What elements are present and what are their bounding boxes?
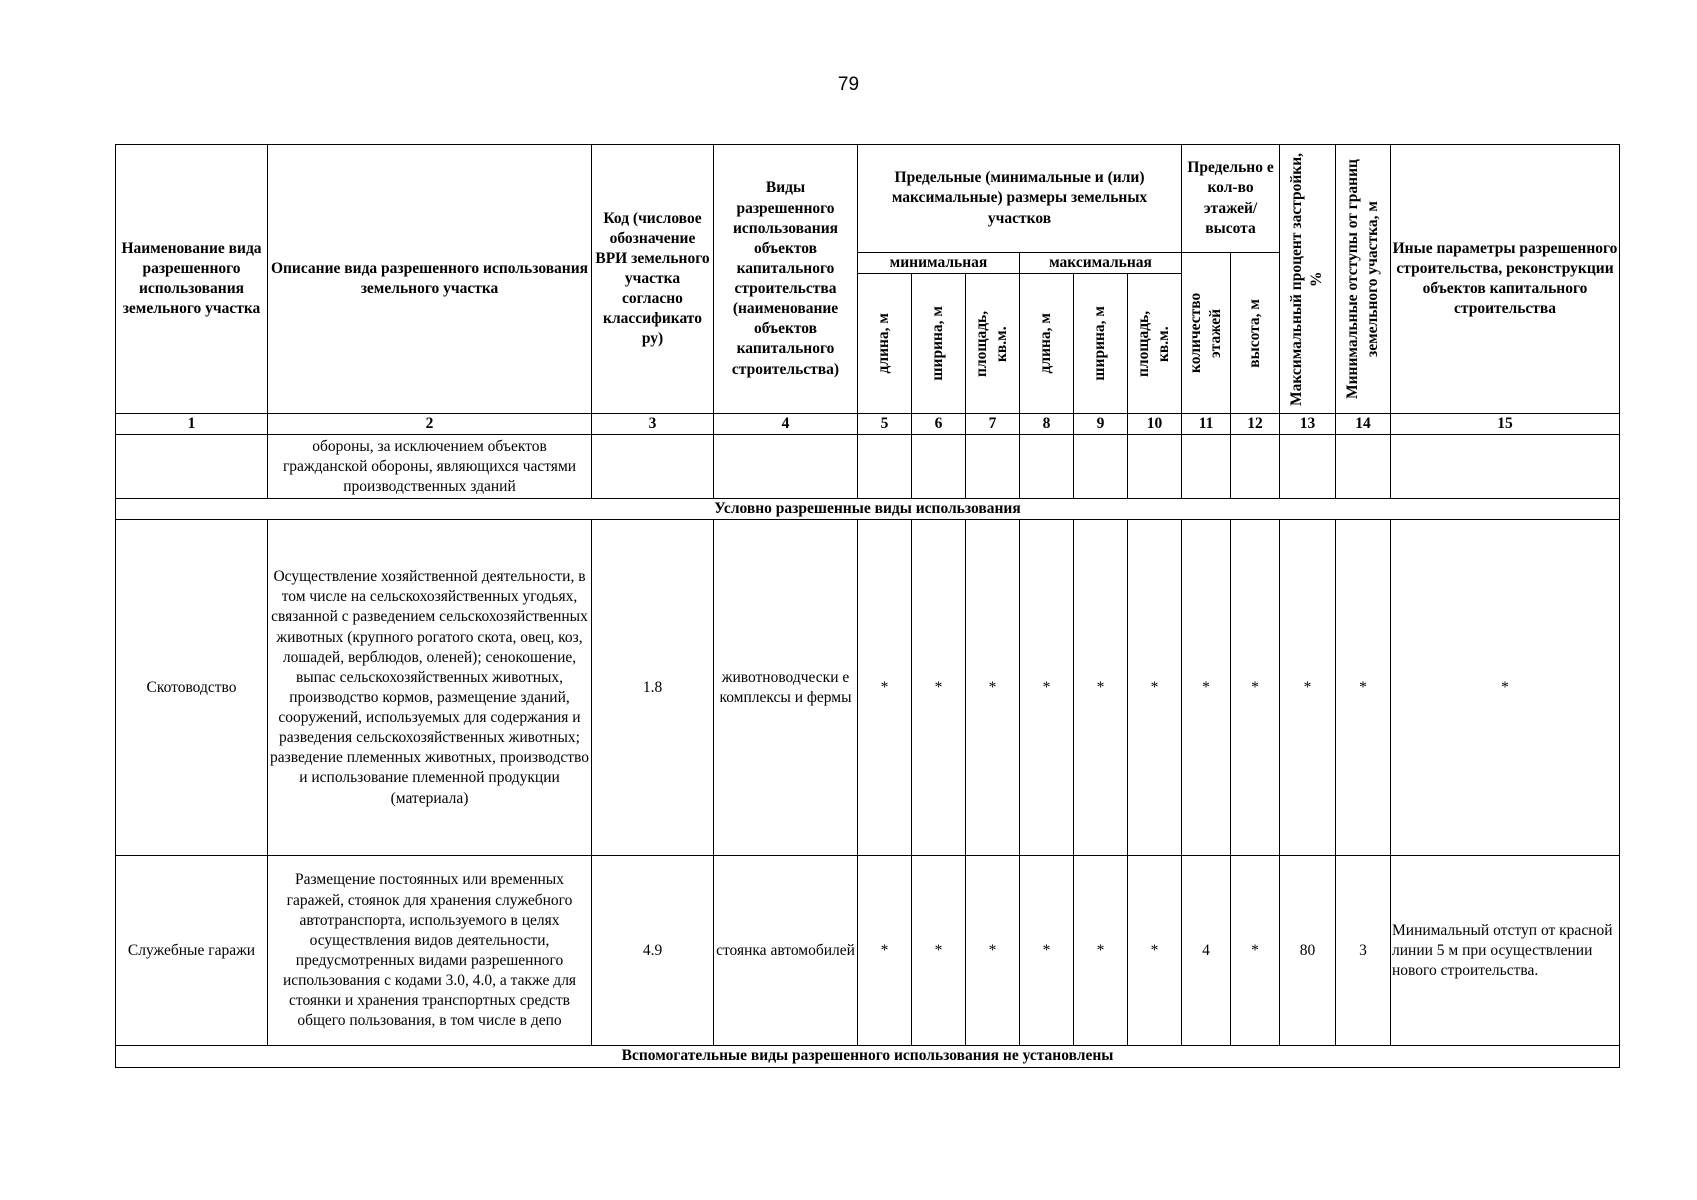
header-description: Описание вида разрешенного использования земельного участка: [268, 145, 592, 414]
row-min-width: *: [912, 856, 966, 1046]
column-number: 10: [1128, 414, 1182, 435]
header-min-setbacks-text: Минимальные отступы от границ земельного участка, м: [1343, 159, 1382, 400]
column-number: 15: [1391, 414, 1620, 435]
row-name: Служебные гаражи: [116, 856, 268, 1046]
column-number: 11: [1182, 414, 1231, 435]
row-name: Скотоводство: [116, 520, 268, 856]
header-max-area: [1128, 274, 1182, 414]
header-floors-count-text: количество этажей: [1186, 292, 1225, 374]
header-min-setbacks: [1336, 145, 1391, 414]
header-min-area-text: площадь, кв.м.: [973, 310, 1011, 377]
header-min-area: [966, 274, 1020, 414]
header-min-length: [858, 274, 912, 414]
row-other-params: Минимальный отступ от красной линии 5 м при осуществлении нового строительства.: [1391, 856, 1620, 1046]
continuation-description: обороны, за исключением объектов гражданской обороны, являющихся частями производственных зданий: [268, 435, 592, 499]
row-min-length: *: [858, 520, 912, 856]
column-number: 9: [1074, 414, 1128, 435]
column-number: 14: [1336, 414, 1391, 435]
header-height: [1231, 253, 1280, 414]
header-floors-height: Предельно е кол-во этажей/ высота: [1182, 145, 1280, 253]
column-number: 4: [714, 414, 858, 435]
section-conditional-title: Условно разрешенные виды использования: [116, 499, 1620, 520]
section-row: [116, 1046, 1620, 1067]
header-max-area-text: площадь, кв.м.: [1135, 310, 1173, 377]
column-number-row: [116, 414, 1620, 435]
header-floors-count: [1182, 253, 1231, 414]
row-coverage: 80: [1280, 856, 1336, 1046]
row-capital-objects: животноводчески е комплексы и фермы: [714, 520, 858, 856]
row-coverage: *: [1280, 520, 1336, 856]
header-minimum: минимальная: [858, 253, 1020, 274]
row-other-params: *: [1391, 520, 1620, 856]
table-row: [116, 856, 1620, 1046]
row-min-area: *: [966, 856, 1020, 1046]
row-max-width: *: [1074, 856, 1128, 1046]
row-min-width: *: [912, 520, 966, 856]
row-description: Размещение постоянных или временных гаражей, стоянок для хранения служебного автотранспорта, используемого в целях осуществления видов деятельности, предусмотренных видами разрешенного использования с кодами 3.0, 4.0, а также для стоянки и хранения транспортных средств общего пользования, в том числе в депо: [268, 856, 592, 1046]
header-name: Наименование вида разрешенного использования земельного участка: [116, 145, 268, 414]
row-floors: 4: [1182, 856, 1231, 1046]
row-height: *: [1231, 520, 1280, 856]
column-number: 12: [1231, 414, 1280, 435]
column-number: 1: [116, 414, 268, 435]
row-setback: *: [1336, 520, 1391, 856]
section-row: [116, 499, 1620, 520]
column-number: 2: [268, 414, 592, 435]
table-row: [116, 520, 1620, 856]
header-max-length-text: длина, м: [1037, 313, 1055, 374]
header-plot-sizes: Предельные (минимальные и (или) максимальные) размеры земельных участков: [858, 145, 1182, 253]
header-max-width-text: ширина, м: [1091, 306, 1109, 381]
header-code: Код (числовое обозначение ВРИ земельного участка согласно классификато ру): [592, 145, 714, 414]
header-min-width-text: ширина, м: [929, 306, 947, 381]
header-max-coverage: [1280, 145, 1336, 414]
column-number: 13: [1280, 414, 1336, 435]
row-height: *: [1231, 856, 1280, 1046]
page-number: 79: [837, 74, 860, 95]
land-use-table: [115, 144, 1620, 1068]
row-floors: *: [1182, 520, 1231, 856]
column-number: 5: [858, 414, 912, 435]
column-number: 6: [912, 414, 966, 435]
column-number: 3: [592, 414, 714, 435]
row-description: Осуществление хозяйственной деятельности, в том числе на сельскохозяйственных угодьях, связанной с разведением сельскохозяйственных животных (крупного рогатого скота, овец, коз, лошадей, верблюдов, оленей); сенокошение, выпас сельскохозяйственных животных, производство кормов, размещение зданий, сооружений, используемых для содержания и разведения сельскохозяйственных животных; разведение племенных животных, производство и использование племенной продукции (материала): [268, 520, 592, 856]
row-code: 4.9: [592, 856, 714, 1046]
section-auxiliary-title: Вспомогательные виды разрешенного использования не установлены: [116, 1046, 1620, 1067]
header-max-length: [1020, 274, 1074, 414]
header-height-text: высота, м: [1245, 298, 1263, 368]
header-capital-objects: Виды разрешенного использования объектов капитального строительства (наименование объектов капитального строительства): [714, 145, 858, 414]
column-number: 7: [966, 414, 1020, 435]
header-min-width: [912, 274, 966, 414]
header-min-length-text: длина, м: [875, 313, 893, 374]
header-max-width: [1074, 274, 1128, 414]
row-capital-objects: стоянка автомобилей: [714, 856, 858, 1046]
column-number: 8: [1020, 414, 1074, 435]
row-max-length: *: [1020, 520, 1074, 856]
row-min-length: *: [858, 856, 912, 1046]
row-max-area: *: [1128, 520, 1182, 856]
header-maximum: максимальная: [1020, 253, 1182, 274]
header-max-coverage-text: Максимальный процент застройки, %: [1288, 152, 1326, 406]
header-other-params: Иные параметры разрешенного строительства, реконструкции объектов капитального строительства: [1391, 145, 1620, 414]
row-setback: 3: [1336, 856, 1391, 1046]
row-max-area: *: [1128, 856, 1182, 1046]
row-max-width: *: [1074, 520, 1128, 856]
row-max-length: *: [1020, 856, 1074, 1046]
continuation-row: [116, 435, 1620, 499]
row-code: 1.8: [592, 520, 714, 856]
row-min-area: *: [966, 520, 1020, 856]
